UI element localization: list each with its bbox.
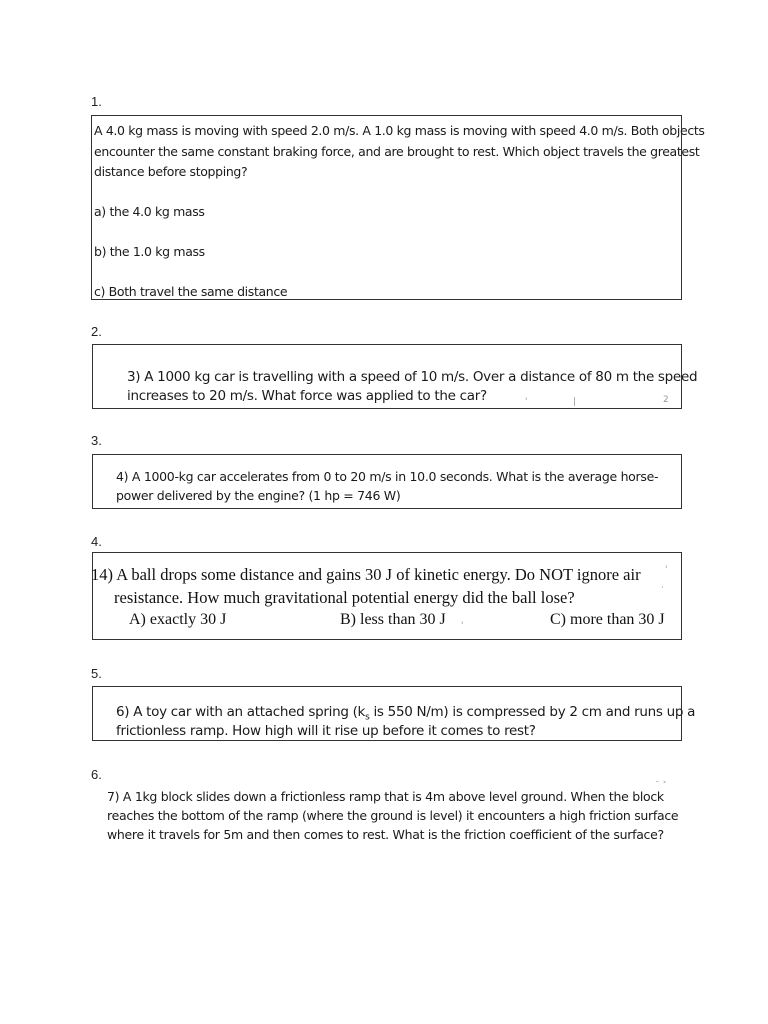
answer-option: a) the 4.0 kg mass bbox=[94, 204, 205, 219]
scan-speck: ' bbox=[525, 397, 528, 407]
answer-option: c) Both travel the same distance bbox=[94, 284, 288, 299]
question-text: distance before stopping? bbox=[94, 164, 248, 179]
scan-speck: ' bbox=[461, 621, 464, 631]
answer-option: A) exactly 30 J bbox=[129, 611, 227, 628]
question-box bbox=[91, 115, 705, 300]
question-text: A 4.0 kg mass is moving with speed 2.0 m/s. A 1.0 kg mass is moving with speed 4.0 m/s. Both objects bbox=[94, 123, 705, 138]
question-text: frictionless ramp. How high will it rise up before it comes to rest? bbox=[116, 723, 536, 739]
question-text: resistance. How much gravitational potential energy did the ball lose? bbox=[114, 588, 575, 607]
question-box bbox=[92, 552, 682, 640]
question-box bbox=[92, 454, 682, 509]
question-text: where it travels for 5m and then comes to rest. What is the friction coefficient of the surface? bbox=[107, 827, 664, 842]
question-text: power delivered by the engine? (1 hp = 746 W) bbox=[116, 488, 401, 503]
scan-speck: | bbox=[573, 397, 577, 407]
scan-speck: · bbox=[661, 583, 664, 593]
question-text: increases to 20 m/s. What force was applied to the car? bbox=[127, 388, 487, 404]
answer-option: b) the 1.0 kg mass bbox=[94, 244, 205, 259]
scan-speck: ˘ ˃ bbox=[655, 781, 667, 791]
question-number: 4. bbox=[91, 534, 102, 549]
question-number: 1. bbox=[91, 94, 102, 109]
question-text: reaches the bottom of the ramp (where the ground is level) it encounters a high friction surface bbox=[107, 808, 679, 823]
scan-speck: ' bbox=[665, 565, 668, 575]
question-box bbox=[92, 686, 696, 741]
question-box bbox=[92, 344, 698, 409]
answer-option: B) less than 30 J bbox=[340, 611, 446, 628]
answer-option: C) more than 30 J bbox=[550, 611, 665, 628]
question-text: encounter the same constant braking force, and are brought to rest. Which object travels the greatest bbox=[94, 144, 700, 159]
question-number: 3. bbox=[91, 433, 102, 448]
question-number: 5. bbox=[91, 666, 102, 681]
question-text: 7) A 1kg block slides down a frictionless ramp that is 4m above level ground. When the block bbox=[107, 789, 664, 804]
scan-speck: 2 bbox=[663, 395, 669, 405]
question-text: 6) A toy car with an attached spring ($k_s$ is 550 N/m) is compressed by 2 cm and runs up a bbox=[116, 704, 696, 723]
question-text: 3) A 1000 kg car is travelling with a speed of 10 m/s. Over a distance of 80 m the speed bbox=[127, 369, 698, 385]
question-text: 4) A 1000-kg car accelerates from 0 to 20 m/s in 10.0 seconds. What is the average horse- bbox=[116, 469, 659, 484]
question-number: 6. bbox=[91, 767, 102, 782]
question-number: 2. bbox=[91, 324, 102, 339]
question-text: 14) A ball drops some distance and gains 30 J of kinetic energy. Do NOT ignore air bbox=[91, 565, 641, 584]
